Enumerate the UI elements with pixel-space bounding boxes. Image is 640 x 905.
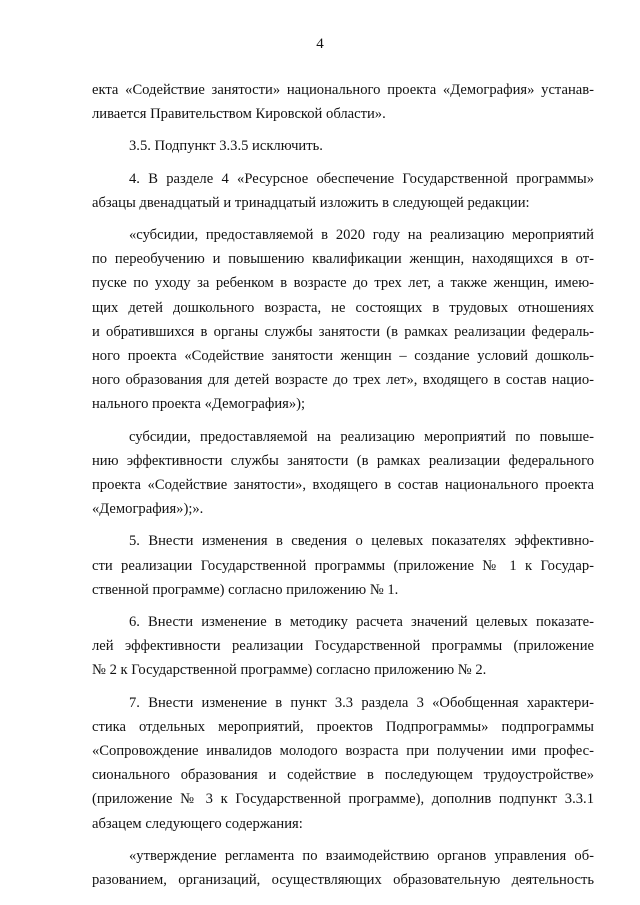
text-line: лей эффективности реализации Государственной программы (приложение: [92, 638, 594, 655]
text-line: «Демография»);».: [92, 501, 204, 518]
text-line: ственной программе) согласно приложению № 1.: [92, 581, 399, 598]
text-line: пуске по уходу за ребенком в возрасте до трех лет, а также женщин, имею-: [92, 275, 594, 292]
text-line: ного образования для детей возрасте до трех лет», входящего в состав нацио-: [92, 372, 594, 389]
text-line: нию эффективности службы занятости (в рамках реализации федерального: [92, 452, 594, 469]
paragraph: [92, 134, 594, 158]
text-line: сти реализации Государственной программы (приложение № 1 к Государ-: [92, 557, 594, 574]
text-line: 4. В разделе 4 «Ресурсное обеспечение Государственной программы»: [129, 170, 594, 187]
text-line: 6. Внести изменение в методику расчета значений целевых показате-: [129, 614, 594, 631]
text-line: 7. Внести изменение в пункт 3.3 раздела 3 «Обобщенная характери-: [129, 694, 594, 711]
text-line: ливается Правительством Кировской области».: [92, 106, 386, 123]
document-body: [92, 78, 594, 892]
paragraph: [92, 223, 594, 417]
text-line: 3.5. Подпункт 3.3.5 исключить.: [129, 138, 323, 155]
paragraph: [92, 425, 594, 522]
text-line: щих детей дошкольного возраста, не состоящих в трудовых отношениях: [92, 299, 594, 316]
text-line: «Сопровождение инвалидов молодого возраста при получении ими профес-: [92, 743, 594, 760]
paragraph: [92, 78, 594, 126]
page-number: 4: [316, 36, 324, 52]
paragraph: [92, 691, 594, 836]
text-line: по переобучению и повышению квалификации женщин, находящихся в от-: [92, 251, 594, 268]
text-line: ного проекта «Содействие занятости женщин – создание условий дошколь-: [92, 348, 594, 365]
text-line: нального проекта «Демография»);: [92, 396, 306, 413]
text-line: проекта «Содействие занятости», входящего в состав национального проекта: [92, 477, 594, 494]
paragraph: [92, 610, 594, 683]
text-line: екта «Содействие занятости» национального проекта «Демография» устанав-: [92, 82, 594, 98]
text-line: разованием, организаций, осуществляющих образовательную деятельность: [92, 872, 594, 889]
text-line: и обратившихся в органы службы занятости (в рамках реализации федераль-: [92, 323, 594, 340]
text-line: «субсидии, предоставляемой в 2020 году на реализацию мероприятий: [129, 227, 594, 244]
text-line: стика отдельных мероприятий, проектов Подпрограммы» подпрограммы: [92, 718, 594, 735]
text-line: субсидии, предоставляемой на реализацию мероприятий по повыше-: [129, 428, 594, 445]
text-line: сионального образования и содействие в последующем трудоустройстве»: [92, 767, 594, 784]
paragraph: [92, 167, 594, 215]
text-line: абзацы двенадцатый и тринадцатый изложить в следующей редакции:: [92, 194, 530, 211]
text-line: 5. Внести изменения в сведения о целевых показателях эффективно-: [129, 533, 594, 550]
text-line: № 2 к Государственной программе) согласно приложению № 2.: [92, 662, 487, 679]
text-line: «утверждение регламента по взаимодействию органов управления об-: [129, 847, 594, 864]
text-line: (приложение № 3 к Государственной программе), дополнив подпункт 3.3.1: [92, 791, 594, 808]
text-line: абзацем следующего содержания:: [92, 815, 303, 832]
paragraph: [92, 529, 594, 602]
paragraph: [92, 844, 594, 892]
